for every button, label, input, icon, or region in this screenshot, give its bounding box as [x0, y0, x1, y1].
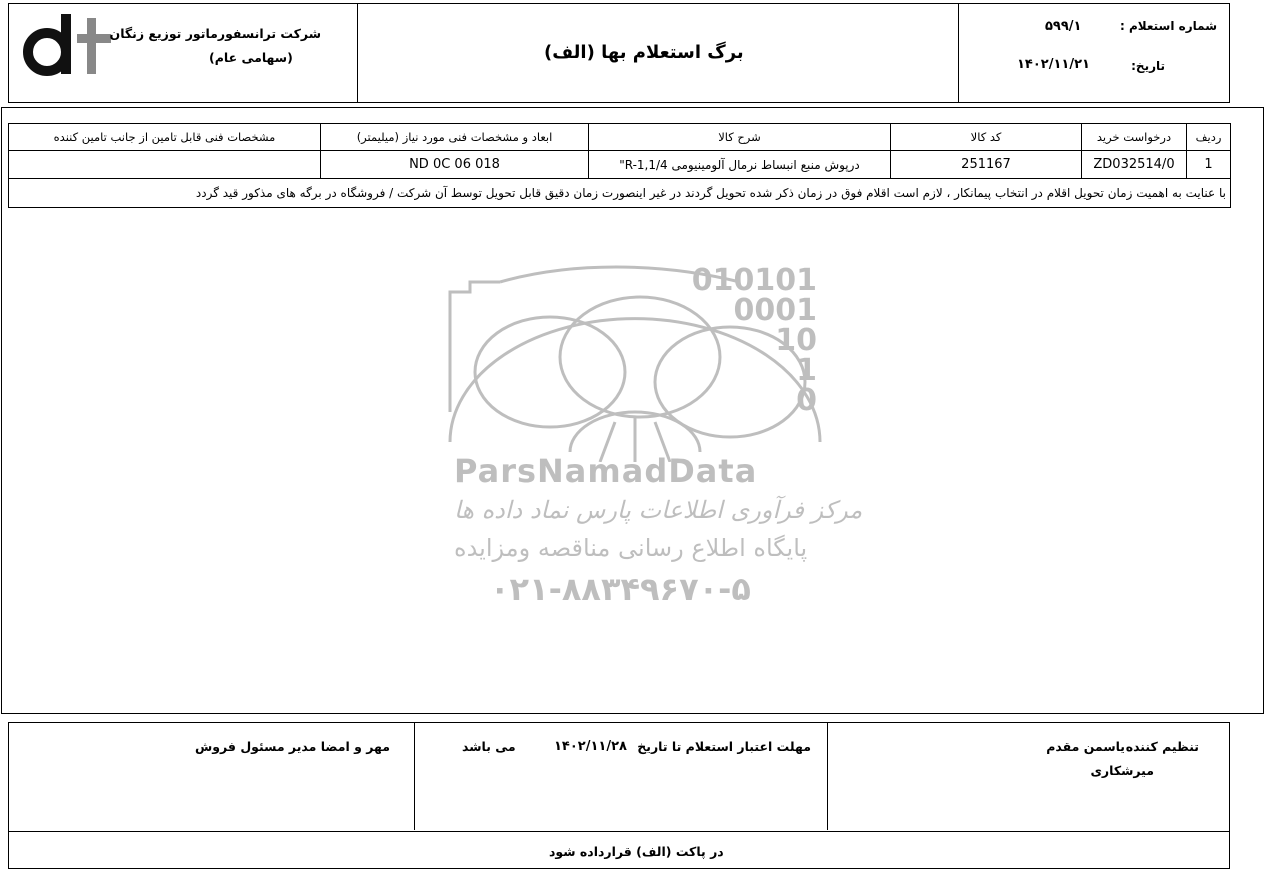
delivery-note: با عنایت به اهمیت زمان تحویل اقلام در انتخاب پیمانکار ، لازم است اقلام فوق در زمان ذکر شده تحویل گردند در غیر اینصورت زمان دقیق قابل تحویل توسط آن شرکت / فروشگاه در برگه های مذکور قید گردد	[9, 179, 1231, 208]
items-table	[8, 123, 1231, 208]
watermark-brand: ParsNamadData	[454, 452, 758, 490]
cell-row-number: 1	[1187, 151, 1231, 179]
header-row-number: ردیف	[1187, 124, 1231, 151]
bottom-note: در پاکت (الف) قرارداده شود	[549, 844, 724, 859]
prepared-by-name2: میرشکاری	[1090, 763, 1154, 778]
watermark-digit-line: 0	[796, 383, 817, 418]
inquiry-number-label: شماره استعلام :	[1120, 19, 1217, 33]
header-supplier-specs: مشخصات فنی قابل تامین از جانب تامین کننده	[9, 124, 321, 151]
watermark-digit-line: 010101	[691, 263, 817, 298]
cell-item-description: درپوش منبع انبساط نرمال آلومینیومی R-1,1/4"	[589, 151, 891, 179]
header-dimensions: ابعاد و مشخصات فنی مورد نیاز (میلیمتر)	[321, 124, 589, 151]
company-logo	[23, 14, 115, 78]
watermark-line1: مرکز فرآوری اطلاعات پارس نماد داده ها	[454, 496, 863, 524]
table-header-row	[9, 124, 1231, 151]
header-item-code: کد کالا	[891, 124, 1082, 151]
cell-purchase-request: ZD032514/0	[1082, 151, 1187, 179]
watermark-digit-line: 10	[775, 323, 817, 358]
table-note-row	[9, 179, 1231, 208]
cell-dimensions: ND 0C 06 018	[321, 151, 589, 179]
cell-item-code: 251167	[891, 151, 1082, 179]
header-item-description: شرح کالا	[589, 124, 891, 151]
validity-label: مهلت اعتبار استعلام تا تاریخ	[637, 739, 811, 754]
form-title: برگ استعلام بها (الف)	[544, 42, 744, 63]
company-type: (سهامی عام)	[209, 50, 293, 65]
company-name: شرکت ترانسفورماتور توزیع زنگان	[109, 26, 321, 41]
footer-divider	[9, 831, 1229, 832]
inquiry-number-value: ۵۹۹/۱	[1045, 19, 1082, 34]
watermark-phone: ۰۲۱-۸۸۳۴۹۶۷۰-۵	[490, 570, 751, 608]
footer-divider	[414, 723, 415, 830]
header-box	[8, 3, 1230, 103]
footer-divider	[827, 723, 828, 830]
cell-supplier-specs	[9, 151, 321, 179]
header-divider	[357, 4, 358, 102]
prepared-by-label: تنظیم کننده	[1125, 739, 1199, 754]
validity-suffix: می باشد	[462, 739, 516, 754]
validity-date: ۱۴۰۲/۱۱/۲۸	[554, 739, 627, 754]
table-row	[9, 151, 1231, 179]
header-purchase-request: درخواست خرید	[1082, 124, 1187, 151]
signature-label: مهر و امضا مدیر مسئول فروش	[195, 739, 390, 754]
watermark-line2: پایگاه اطلاع رسانی مناقصه ومزایده	[454, 534, 808, 562]
watermark-digit-line: 0001	[733, 293, 817, 328]
header-divider	[958, 4, 959, 102]
footer-box	[8, 722, 1230, 869]
prepared-by-name: یاسمن مقدم	[1046, 739, 1125, 754]
date-value: ۱۴۰۲/۱۱/۲۱	[1017, 57, 1090, 72]
date-label: تاریخ:	[1131, 59, 1165, 73]
watermark-digit-line: 1	[796, 353, 817, 388]
